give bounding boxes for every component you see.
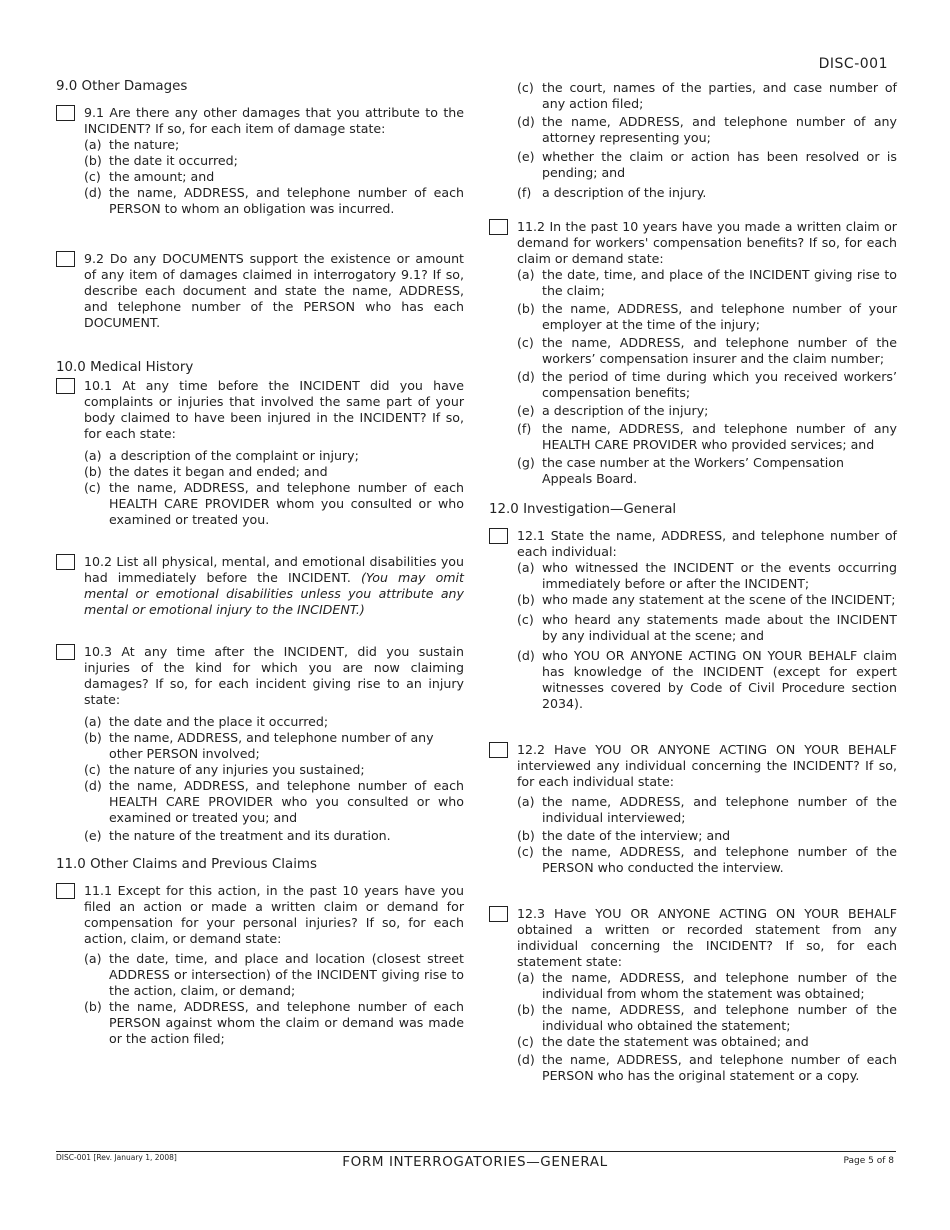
checkbox-12-3[interactable] <box>489 906 508 922</box>
list-item: (f) a description of the injury. <box>517 185 707 200</box>
list-item: (a) who witnessed the INCIDENT or the events occurring immediately before or after the INCIDENT; <box>517 560 897 591</box>
checkbox-11-2[interactable] <box>489 219 508 235</box>
checkbox-11-1[interactable] <box>56 883 75 899</box>
checkbox-12-2[interactable] <box>489 742 508 758</box>
list-item: (c) the date the statement was obtained; and <box>517 1034 809 1049</box>
question-11-2-items <box>517 267 897 487</box>
question-12-2 <box>489 742 897 876</box>
question-10-1 <box>56 378 464 528</box>
question-10-3-items <box>84 714 464 844</box>
checkbox-10-3[interactable] <box>56 644 75 660</box>
footer-divider <box>56 1151 896 1152</box>
list-item: (e) a description of the injury; <box>517 403 709 418</box>
question-11-2 <box>489 219 897 487</box>
question-12-3-text: 12.3 Have YOU OR ANYONE ACTING ON YOUR BEHALF obtained a written or recorded statement from any individual concerning the INCIDENT? If so, for each statement state: <box>517 906 897 969</box>
question-10-2-text <box>84 554 464 618</box>
section-title-12: 12.0 Investigation—General <box>489 502 677 517</box>
question-11-1-items-right <box>517 80 897 201</box>
question-11-1-text: 11.1 Except for this action, in the past 10 years have you filed an action or made a written claim or demand for compensation for your personal injuries? If so, for each action, claim, or demand state: <box>84 883 464 946</box>
list-item: (d) the period of time during which you received workers’ compensation benefits; <box>517 369 897 400</box>
list-item: (a) a description of the complaint or injury; <box>84 448 359 463</box>
list-item: (c) the name, ADDRESS, and telephone number of the workers’ compensation insurer and the claim number; <box>517 335 897 366</box>
question-10-3 <box>56 644 464 844</box>
checkbox-9-1[interactable] <box>56 105 75 121</box>
question-10-2 <box>56 554 464 618</box>
question-10-1-items <box>84 448 464 528</box>
list-item: (b) the name, ADDRESS, and telephone number of each PERSON against whom the claim or demand was made or the action filed; <box>84 999 464 1046</box>
question-10-2-main: 10.2 List all physical, mental, and emotional disabilities you had immediately before the INCIDENT. <box>84 554 464 585</box>
question-11-1 <box>56 883 464 1047</box>
footer-revision: DISC-001 [Rev. January 1, 2008] <box>56 1153 177 1162</box>
question-12-1-items <box>517 560 897 712</box>
question-10-3-text: 10.3 At any time after the INCIDENT, did you sustain injuries of the kind for which you are now claiming damages? If so, for each incident giving rise to an injury state: <box>84 644 464 707</box>
question-11-1-items-left <box>84 951 464 1047</box>
checkbox-10-1[interactable] <box>56 378 75 394</box>
question-9-1-items <box>84 137 464 217</box>
list-item: (c) the nature of any injuries you sustained; <box>84 762 365 777</box>
list-item: (c) the name, ADDRESS, and telephone number of each HEALTH CARE PROVIDER whom you consulted or who examined or treated you. <box>84 480 464 527</box>
left-column <box>56 78 464 1047</box>
list-item: (b) who made any statement at the scene of the INCIDENT; <box>517 592 896 607</box>
list-item: (b) the date it occurred; <box>84 153 238 168</box>
question-10-1-text: 10.1 At any time before the INCIDENT did you have complaints or injuries that involved the same part of your body claimed to have been injured in the INCIDENT? If so, for each state: <box>84 378 464 441</box>
list-item: (e) whether the claim or action has been resolved or is pending; and <box>517 149 897 180</box>
footer-page-number: Page 5 of 8 <box>843 1156 894 1166</box>
section-title-10: 10.0 Medical History <box>56 360 194 375</box>
question-12-2-items <box>517 794 897 876</box>
list-item: (c) who heard any statements made about the INCIDENT by any individual at the scene; and <box>517 612 897 643</box>
list-item: (c) the amount; and <box>84 169 215 184</box>
footer-form-title: FORM INTERROGATORIES—GENERAL <box>342 1154 608 1170</box>
list-item: (b) the name, ADDRESS, and telephone number of any other PERSON involved; <box>84 730 434 761</box>
list-item: (d) the name, ADDRESS, and telephone number of each HEALTH CARE PROVIDER who you consulted or who examined or treated you; and <box>84 778 464 825</box>
list-item: (a) the date, time, and place and location (closest street ADDRESS or intersection) of the INCIDENT giving rise to the action, claim, or demand; <box>84 951 464 998</box>
question-9-2 <box>56 251 464 331</box>
list-item: (d) the name, ADDRESS, and telephone number of each PERSON who has the original statement or a copy. <box>517 1052 897 1083</box>
list-item: (g) the case number at the Workers’ Compensation Appeals Board. <box>517 455 844 486</box>
list-item: (b) the dates it began and ended; and <box>84 464 328 479</box>
list-item: (b) the date of the interview; and <box>517 828 731 843</box>
list-item: (a) the name, ADDRESS, and telephone number of the individual interviewed; <box>517 794 897 825</box>
list-item: (f) the name, ADDRESS, and telephone number of any HEALTH CARE PROVIDER who provided services; and <box>517 421 897 452</box>
checkbox-10-2[interactable] <box>56 554 75 570</box>
list-item: (c) the name, ADDRESS, and telephone number of the PERSON who conducted the interview. <box>517 844 897 875</box>
question-9-1 <box>56 105 464 217</box>
list-item: (a) the date and the place it occurred; <box>84 714 329 729</box>
question-12-3 <box>489 906 897 1084</box>
checkbox-12-1[interactable] <box>489 528 508 544</box>
right-column <box>489 80 897 1084</box>
form-id: DISC-001 <box>818 56 888 72</box>
section-title-11: 11.0 Other Claims and Previous Claims <box>56 857 317 872</box>
question-9-2-text: 9.2 Do any DOCUMENTS support the existence or amount of any item of damages claimed in interrogatory 9.1? If so, describe each document and state the name, ADDRESS, and telephone number of the PERSON who has each DOCUMENT. <box>84 251 464 330</box>
list-item: (a) the nature; <box>84 137 180 152</box>
question-12-2-text: 12.2 Have YOU OR ANYONE ACTING ON YOUR BEHALF interviewed any individual concerning the INCIDENT? If so, for each individual state: <box>517 742 897 789</box>
question-9-1-text: 9.1 Are there any other damages that you attribute to the INCIDENT? If so, for each item of damage state: <box>84 105 464 136</box>
question-12-1-text: 12.1 State the name, ADDRESS, and telephone number of each individual: <box>517 528 897 559</box>
list-item: (b) the name, ADDRESS, and telephone number of your employer at the time of the injury; <box>517 301 897 332</box>
question-10-2-note: (You may omit mental or emotional disabilities unless you attribute any mental or emotional injury to the INCIDENT.) <box>84 570 464 617</box>
question-12-3-items <box>517 970 897 1084</box>
list-item: (e) the nature of the treatment and its duration. <box>84 828 391 843</box>
list-item: (b) the name, ADDRESS, and telephone number of the individual who obtained the statement; <box>517 1002 897 1033</box>
question-12-1 <box>489 528 897 712</box>
list-item: (c) the court, names of the parties, and case number of any action filed; <box>517 80 897 111</box>
list-item: (d) who YOU OR ANYONE ACTING ON YOUR BEHALF claim has knowledge of the INCIDENT (except for expert witnesses covered by Code of Civil Procedure section 2034). <box>517 648 897 711</box>
list-item: (a) the name, ADDRESS, and telephone number of the individual from whom the statement was obtained; <box>517 970 897 1001</box>
question-11-2-text: 11.2 In the past 10 years have you made a written claim or demand for workers' compensation benefits? If so, for each claim or demand state: <box>517 219 897 266</box>
list-item: (d) the name, ADDRESS, and telephone number of each PERSON to whom an obligation was incurred. <box>84 185 464 216</box>
section-title-9: 9.0 Other Damages <box>56 79 188 94</box>
list-item: (a) the date, time, and place of the INCIDENT giving rise to the claim; <box>517 267 897 298</box>
list-item: (d) the name, ADDRESS, and telephone number of any attorney representing you; <box>517 114 897 145</box>
checkbox-9-2[interactable] <box>56 251 75 267</box>
